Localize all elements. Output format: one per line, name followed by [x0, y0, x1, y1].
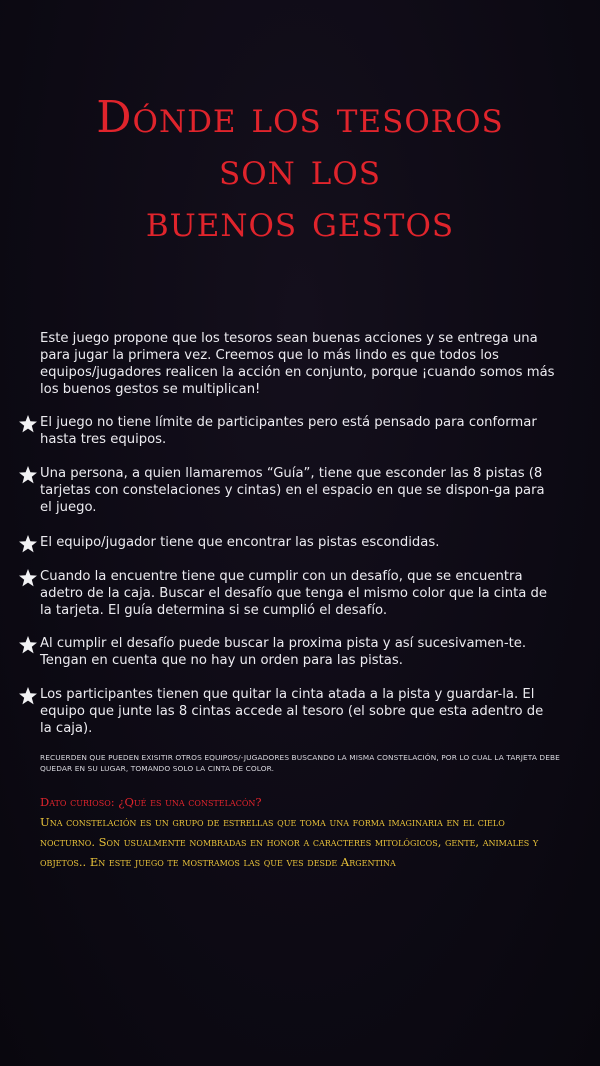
star-icon	[16, 686, 40, 706]
star-icon	[16, 534, 40, 554]
star-icon	[16, 414, 40, 434]
rule-item	[16, 414, 556, 448]
star-icon	[16, 465, 40, 485]
note-text: RECUERDEN QUE PUEDEN EXISITIR OTROS EQUIPOS/-JUGADORES BUSCANDO LA MISMA CONSTELACIÓN, POR LO CUAL LA TARJETA DEBE QUEDAR EN SU LUGAR, TOMANDO SOLO LA CINTA DE COLOR.	[40, 753, 560, 773]
rule-text: Al cumplir el desafío puede buscar la proxima pista y así sucesivamen-te. Tengan en cuenta que no hay un orden para las pistas.	[40, 636, 527, 668]
rule-text: El juego no tiene límite de participantes pero está pensado para conformar hasta tres equipos.	[40, 415, 537, 447]
rule-text: Cuando la encuentre tiene que cumplir con un desafío, que se encuentra adetro de la caja. Buscar el desafío que tenga el mismo color que la cinta de la tarjeta. El guía determina si se cumplió el desafío.	[40, 569, 548, 618]
title-line-1: Dónde los tesoros	[96, 92, 504, 143]
rule-text: Una persona, a quien llamaremos “Guía”, tiene que esconder las 8 pistas (8 tarjetas con constelaciones y cintas) en el espacio en que se dispon-ga para el juego.	[40, 466, 545, 515]
rule-text: Los participantes tienen que quitar la cinta atada a la pista y guardar-la. El equipo que junte las 8 cintas accede al tesoro (el sobre que esta adentro de la caja).	[40, 687, 544, 736]
title-line-3: buenos gestos	[145, 196, 455, 247]
intro-paragraph: Este juego propone que los tesoros sean buenas acciones y se entrega una para jugar la primera vez. Creemos que lo más lindo es que todos los equipos/jugadores realicen la acción en conjunto, porque ¡cuando somos más los buenos gestos se multiplican!	[40, 331, 555, 397]
title-line-2: son los	[219, 144, 381, 195]
star-icon	[16, 568, 40, 588]
curio-body: Una constelación es un grupo de estrellas que toma una forma imaginaria en el cielo nocturno. Son usualmente nombradas en honor a caracteres mitológicos, gente, animales y objetos.. En este juego te mostramos las que ves desde Argentina	[40, 815, 539, 869]
rule-item	[16, 465, 556, 516]
curio-section	[40, 792, 560, 872]
rule-item	[16, 686, 556, 737]
rule-text: El equipo/jugador tiene que encontrar las pistas escondidas.	[40, 535, 440, 550]
rule-item	[16, 568, 556, 619]
curio-heading: Dato curioso: ¿Qué es una constelacón?	[40, 795, 262, 809]
rule-item	[16, 534, 556, 554]
page-title	[0, 92, 600, 248]
star-icon	[16, 635, 40, 655]
rule-item	[16, 635, 556, 669]
